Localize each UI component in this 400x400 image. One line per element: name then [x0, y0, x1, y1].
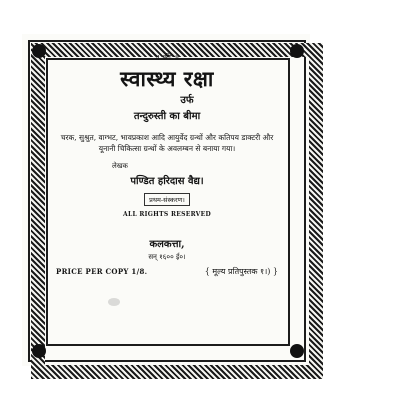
publication-place: कलकत्ता, — [149, 239, 185, 250]
corner-ornament — [32, 344, 46, 358]
paper-stain — [108, 298, 120, 306]
book-subtitle: तन्दुरुस्ती का बीमा — [133, 111, 201, 122]
alias-label: उर्फ — [180, 95, 194, 106]
price-hindi: { मूल्य प्रतिपुस्तक १।) } — [204, 267, 278, 276]
edition-badge: प्रथम-संस्करण। — [144, 193, 190, 206]
book-description: चरक, सुश्रुत, वाग्भट, भावप्रकाश आदि आयुर्वेद ग्रन्थों और कतिपय डाक्टरी और यूनानी चिकित्सा ग्रन्थों के अवलम्बन से बनाया गया। — [60, 133, 274, 153]
author-name: पण्डित हरिदास वैद्य। — [130, 176, 204, 187]
corner-ornament — [290, 44, 304, 58]
publication-year: सन् १६०० ई०। — [148, 253, 186, 261]
author-label: लेखक — [112, 162, 128, 170]
corner-ornament — [32, 44, 46, 58]
price-row — [52, 266, 282, 277]
book-title: स्वास्थ्य रक्षा — [120, 66, 214, 91]
rights-notice: ALL RIGHTS RESERVED — [122, 211, 212, 218]
price-english: PRICE PER COPY 1/8. — [56, 267, 148, 276]
invocation: ॥ श्रीः ॥ — [154, 53, 180, 62]
title-page-content — [52, 52, 282, 348]
corner-ornament — [290, 344, 304, 358]
